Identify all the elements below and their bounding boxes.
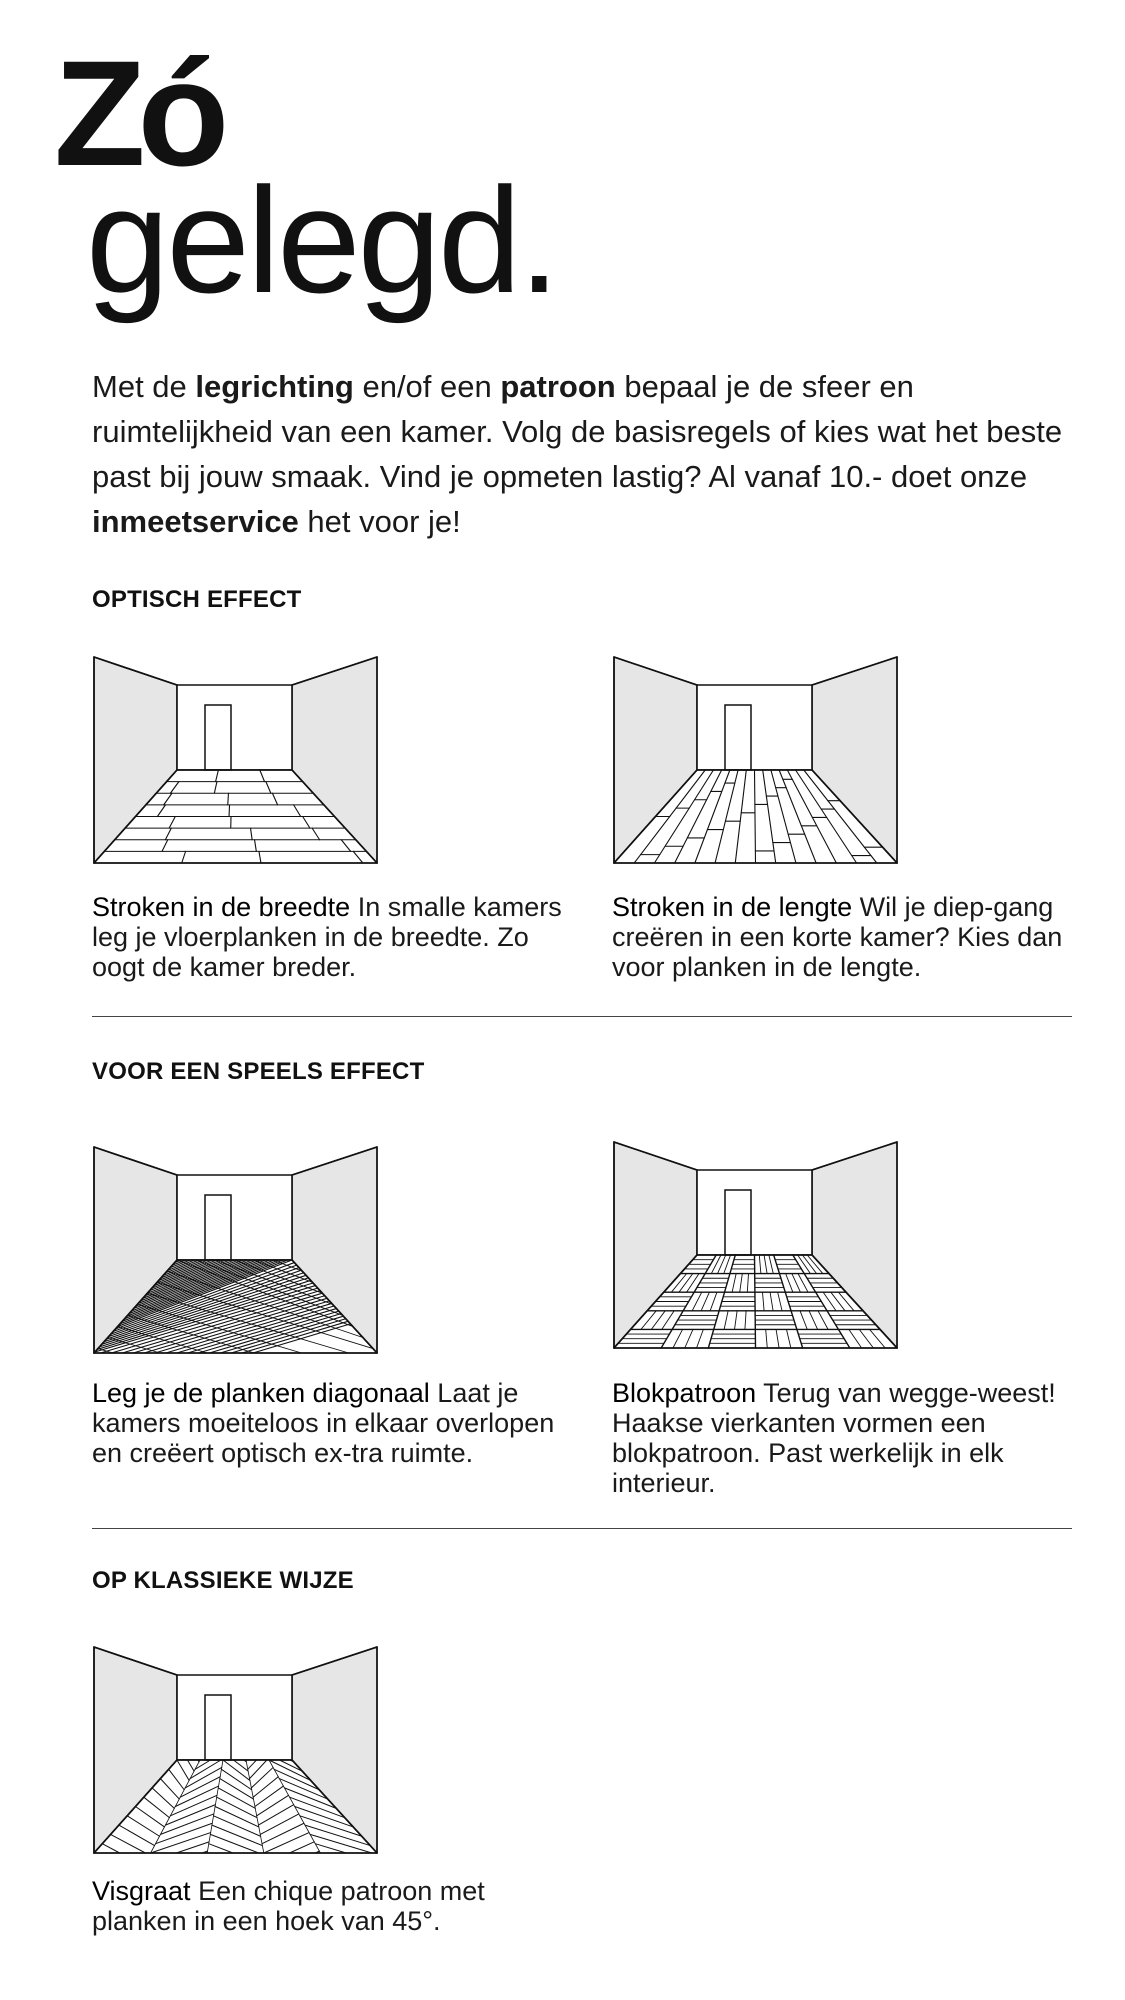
intro-text-2: en/of een — [353, 369, 501, 404]
intro-text-3: bepaal je de sfeer en ruimtelijkheid van een kamer. Volg de basisregels of kies wat het beste past bij jouw smaak. Vind je opmeten lastig? Al vanaf 10.- doet onze — [92, 369, 1063, 494]
section-divider-2 — [92, 1528, 1072, 1529]
caption-lengte — [612, 892, 1092, 982]
intro-bold-patroon: patroon — [500, 369, 616, 404]
caption-blok — [612, 1378, 1092, 1498]
title-line-2: gelegd. — [86, 156, 558, 324]
room-illustration-blok — [612, 1140, 912, 1360]
caption-lead-breedte: Stroken in de breedte — [92, 892, 351, 922]
caption-lead-visgraat: Visgraat — [92, 1876, 191, 1906]
room-illustration-lengte — [612, 655, 912, 875]
intro-paragraph — [92, 364, 1082, 544]
caption-lead-blok: Blokpatroon — [612, 1378, 757, 1408]
caption-text-diagonaal: Laat je kamers moeiteloos in elkaar overlopen en creëert optisch ex-tra ruimte. — [92, 1378, 555, 1468]
caption-text-blok: Terug van wegge-weest! Haakse vierkanten vormen een blokpatroon. Past werkelijk in elk interieur. — [612, 1378, 1056, 1498]
title-line-1: Zó — [54, 29, 222, 197]
intro-bold-legrichting: legrichting — [195, 369, 354, 404]
section-divider-1 — [92, 1016, 1072, 1017]
caption-lead-lengte: Stroken in de lengte — [612, 892, 853, 922]
caption-visgraat — [92, 1876, 572, 1936]
caption-breedte — [92, 892, 572, 982]
intro-bold-inmeetservice: inmeetservice — [92, 504, 299, 539]
room-illustration-visgraat — [92, 1645, 392, 1865]
caption-diagonaal — [92, 1378, 572, 1468]
section-heading-speels-effect: VOOR EEN SPEELS EFFECT — [92, 1058, 425, 1085]
section-heading-optisch-effect: OPTISCH EFFECT — [92, 586, 302, 613]
section-heading-klassieke-wijze: OP KLASSIEKE WIJZE — [92, 1567, 354, 1594]
room-illustration-diagonaal — [92, 1145, 392, 1365]
intro-text-1: Met de — [92, 369, 196, 404]
caption-text-visgraat: Een chique patroon met planken in een hoek van 45°. — [92, 1876, 485, 1936]
room-illustration-breedte — [92, 655, 392, 875]
intro-text-4: het voor je! — [298, 504, 461, 539]
caption-lead-diagonaal: Leg je de planken diagonaal — [92, 1378, 430, 1408]
caption-text-lengte: Wil je diep-gang creëren in een korte kamer? Kies dan voor planken in de lengte. — [612, 892, 1063, 982]
caption-text-breedte: In smalle kamers leg je vloerplanken in de breedte. Zo oogt de kamer breder. — [92, 892, 562, 982]
